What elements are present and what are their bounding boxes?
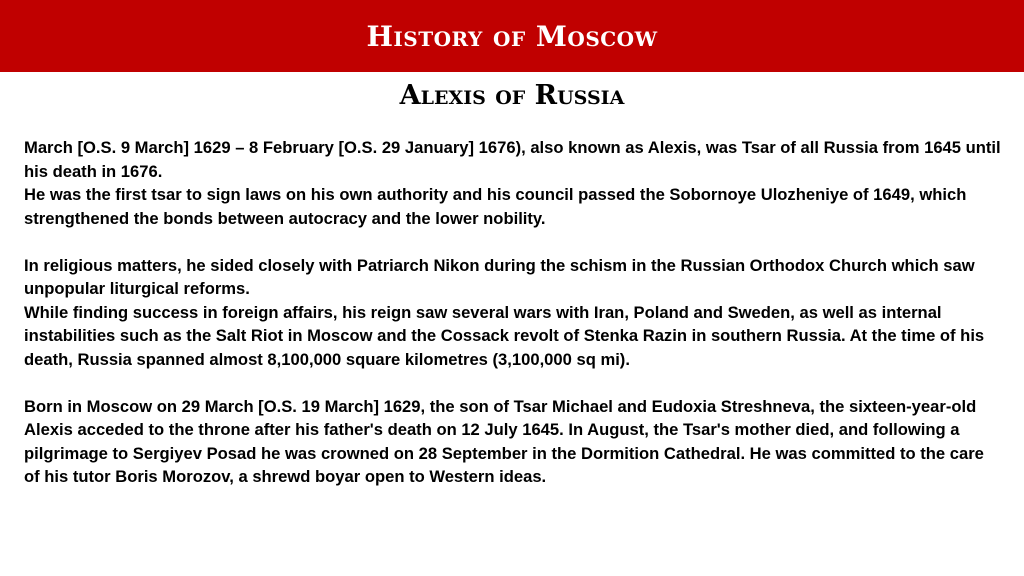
slide-subtitle: Alexis of Russia <box>399 80 625 111</box>
paragraph-early-life: Born in Moscow on 29 March [O.S. 19 March] 1629, the son of Tsar Michael and Eudoxia Streshneva, the sixteen-year-old Alexis acceded to the throne after his father's death on 12 July 1645. In August, the Tsar's mother died, and following a pilgrimage to Sergiyev Posad he was crowned on 28 September in the Dormition Cathedral. He was committed to the care of his tutor Boris Morozov, a shrewd boyar open to Western ideas. <box>24 396 984 486</box>
paragraph-laws: He was the first tsar to sign laws on his own authority and his council passed the Sobornoye Ulozheniye of 1649, which strengthened the bonds between autocracy and the lower nobility. <box>24 185 967 228</box>
paragraph-spacer <box>24 371 1004 395</box>
header-title: History of Moscow <box>366 19 658 53</box>
header-bar <box>0 0 1024 72</box>
paragraph-dates: March [O.S. 9 March] 1629 – 8 February [O.S. 29 January] 1676), also known as Alexis, was Tsar of all Russia from 1645 until his death in 1676. <box>24 138 1001 181</box>
paragraph-foreign-affairs: While finding success in foreign affairs, his reign saw several wars with Iran, Poland and Sweden, as well as internal instabilities such as the Salt Riot in Moscow and the Cossack revolt of Stenka Razin in southern Russia. At the time of his death, Russia spanned almost 8,100,000 square kilometres (3,100,000 sq mi). <box>24 302 985 369</box>
body-text <box>24 136 1004 489</box>
paragraph-spacer <box>24 230 1004 254</box>
paragraph-religion: In religious matters, he sided closely with Patriarch Nikon during the schism in the Russian Orthodox Church which saw unpopular liturgical reforms. <box>24 255 975 298</box>
